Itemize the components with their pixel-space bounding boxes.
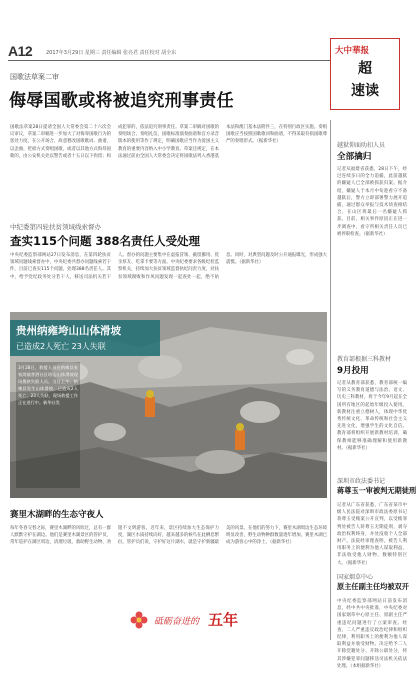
article1-body: 国歌法草案28日提请全国人大常委会第二十六次会议审议，草案二审稿进一步加大了对侮辱国歌行为的惩处力度。在公开场合，故意篡改国歌歌词、曲谱，以歪曲、贬损方式奏唱国歌，或者以其他方式侮辱国歌的，由公安机关处以警告或者十五日以下拘留；构成犯罪的，依法追究刑事责任。草案二审稿对国歌的奏唱场合、奏唱礼仪、国歌标准演奏曲谱和官方录音版本的使用等作了规定，明确国歌应当作为爱国主义教育的重要内容纳入中小学教育。草案还规定，在本法通过前由全国人大常委会决定将国歌法列入香港基本法和澳门基本法附件三，在特别行政区实施。奏唱国歌应当按照国歌歌词和曲谱，不得采取有损国歌尊严的奏唱形式。（据新华社） <box>10 125 327 159</box>
brief4-body: 中央纪委监察部网站日前发布消息，经中共中央批准，中央纪委对国家烟草中心原主任、原副主任严重违纪问题进行了立案审查。经查，二人严重违反政治纪律和组织纪律，利用职务上的便利为他人谋取利益并收受财物。决定给予二人开除党籍处分、开除公职处分，将其涉嫌犯罪问题移送司法机关依法处理。（本组据新华社） <box>337 599 407 669</box>
brief2-kicker: 教育部根据三科教材 <box>337 356 392 363</box>
brief1-body: 记者从福建省获悉，28日下午，经过连续多日的全力追捕，此前越狱的嫌疑人已全部被抓获归案。据介绍，嫌疑人于本月中旬趁看守不备越狱后，警方立即部署警力展开追捕，通过群众举报与技术侦查相结合，在山区将最后一名嫌疑人抓获。目前，相关事件原因正在进一步调查中，看守所相关责任人员已被停职检查。（据新华社） <box>337 167 407 237</box>
left-col-divider <box>330 120 331 640</box>
photo-caption: 3月28日，救援人员在纳雍县张家湾镇普洒社区垮山山体滑坡现场搜救失联人员。当日上午，纳雍县发生山体滑坡，已造成2人死亡、23人失联，现场救援工作正在进行中。新华社发 <box>16 362 80 488</box>
brief3-title: 蒋尊玉一审被判无期徒刑 <box>337 486 416 495</box>
article1-title: 侮辱国歌或将被追究刑事责任 <box>9 91 234 111</box>
brief3-kicker: 深圳市政法委书记 <box>337 478 386 485</box>
photo-subtitle: 已造成2人死亡 23人失联 <box>16 342 106 351</box>
banner-text: 砥砺奋进的 <box>154 617 200 627</box>
photo-headline-box <box>10 320 160 356</box>
brand-logo: 大中華报 <box>335 46 370 56</box>
brief2-title: 9月投用 <box>337 366 369 376</box>
flower-icon <box>130 611 148 629</box>
brief3-body: 记者从广东省获悉，广东省某市中级人民法院对深圳市政法委原书记蒋尊玉受贿案公开宣判，以受贿罪判处被告人蒋尊玉无期徒刑，剥夺政治权利终身，并处没收个人全部财产。法院经审理查明，被告人利用职务上的便利为他人谋取利益，非法收受他人财物，数额特别巨大。（据新华社） <box>337 503 407 566</box>
brief1-kicker: 越狱仰面叻扣人员 <box>337 142 386 149</box>
badge-line-2: 速读 <box>351 83 379 99</box>
banner-highlight: 五年 <box>208 611 239 629</box>
page-number: A12 <box>8 43 33 59</box>
brief4-kicker: 国家烟草中心 <box>337 574 374 581</box>
speed-read-badge <box>330 38 400 110</box>
article3-body: 每年冬春交替之际，赛里木湖畔的风吹过，总有一群人默默守护在湖边。他们是赛里木湖景区的管护员，常年巡护在湖区周边，清理垃圾、救助野生动物、劝阻不文明游客。近年来，景区持续加大生态保护力度，湖区水质持续向好，越来越多的候鸟在此栖息繁衍。管护员们说，守护好这片湖水，就是守护新疆最美的风景。在他们的努力下，赛里木湖周边生态环境明显改善，野生动物种群数量逐年增加，赛里木湖已成为游客心中的净土。（据新华社） <box>10 526 327 546</box>
photo-title: 贵州纳雍垮山山体滑坡 <box>16 325 121 337</box>
landslide-photo <box>10 312 327 498</box>
article2-title: 查实115个问题 388名责任人受处理 <box>10 234 201 248</box>
header-rule <box>8 60 330 61</box>
article3-title: 赛里木湖畔的生态守夜人 <box>10 510 104 520</box>
brief1-title: 全部擒归 <box>337 152 372 162</box>
brief2-body: 记者从教育部获悉，教育部统一编写的义务教育道德与法治、语文、历史三科教材，将于今年9月起在全国所有地区的起始年级投入使用。新教材注重立德树人，体现中华优秀传统文化、革命传统和社会主义先进文化，增强学生的文化自信。教育部将组织开展新教材培训，确保教师能够准确理解和使用新教材。（据新华社） <box>337 381 407 451</box>
anniversary-banner <box>90 608 327 632</box>
article2-kicker: 中纪委第四轮扶贫领域线索督办 <box>10 223 101 231</box>
article2-body: 中央纪委监察部网站27日发布消息，在第四轮扶贫领域问题线索督办中，中央纪委共督办问题线索若干件，目前已查实115个问题，处理388名责任人。其中，给予党纪政务处分若干人，移送司法机关若干人。督办的问题主要集中在虚报冒领、截留挪用、优亲厚友、吃拿卡要等方面。中央纪委要求各级纪检监察机关，持续加大扶贫领域监督执纪问责力度，对扶贫领域腐败和作风问题发现一起查处一起，绝不姑息。同时，对典型问题及时公开通报曝光，形成强大震慑。（据新华社） <box>10 253 327 280</box>
article1-kicker: 国歌法草案二审 <box>10 73 59 81</box>
badge-line-1: 超 <box>358 61 372 77</box>
header-meta: 2017年3月29日 星期三 责任编辑 张亮君 责任校对 胡全东 <box>46 50 177 56</box>
brief4-title: 原主任副主任均被双开 <box>337 582 409 591</box>
